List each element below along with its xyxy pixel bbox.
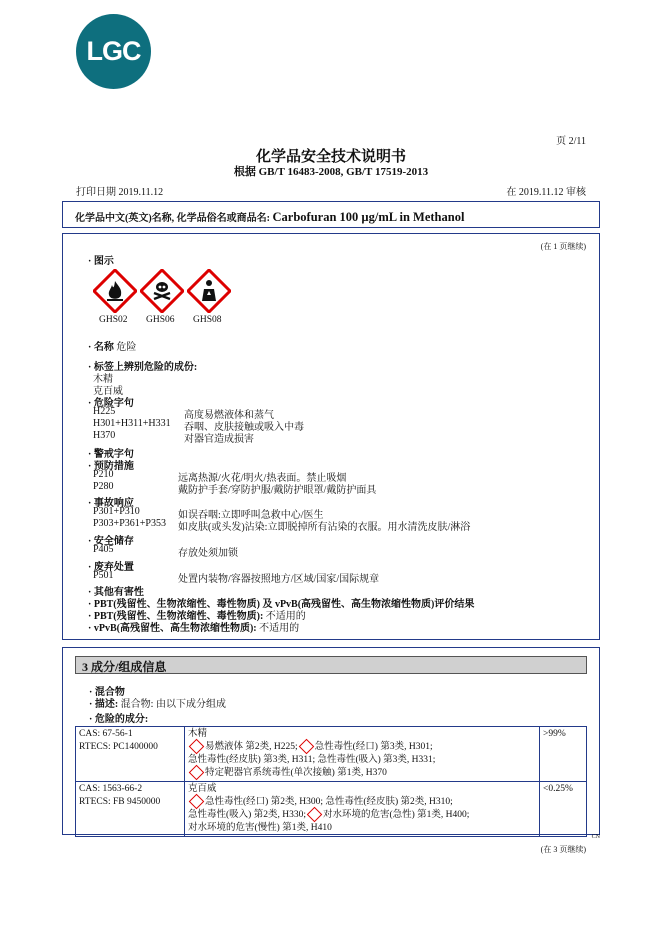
prevention-heading: · 预防措施 [88, 461, 134, 472]
hazard-text: 吞咽、皮肤接触或吸入中毒 [184, 422, 304, 433]
lgc-logo [76, 14, 151, 89]
classification-cell [185, 727, 540, 782]
mixture-heading: · 混合物 [89, 687, 125, 698]
product-label-text: 化学品中文(英文)名称, 化学品俗名或商品名: [75, 213, 270, 224]
components-table [75, 726, 587, 837]
component-name: 木精 [188, 729, 208, 739]
response-heading: · 事故响应 [88, 498, 134, 509]
signal-word-label: · 名称 [88, 342, 114, 353]
hazard-code: H225 [93, 406, 116, 417]
cas-number: CAS: 1563-66-2 [79, 784, 143, 794]
table-row [76, 727, 587, 782]
language-code: CN [591, 834, 600, 840]
precaution-code: P405 [93, 544, 114, 555]
other-hazards-heading: · 其他有害性 [88, 587, 144, 598]
precaution-code: P280 [93, 481, 114, 492]
disposal-heading: · 废弃处置 [88, 562, 134, 573]
hazard-diamond-icon [189, 739, 205, 755]
composition-section [62, 647, 600, 835]
classification-text: 急性毒性(吸入) 第2类, H330; [188, 810, 306, 820]
document-title: 化学品安全技术说明书 [255, 149, 406, 165]
pictograms-heading: · 图示 [88, 256, 114, 267]
hazard-diamond-icon [298, 739, 314, 755]
product-name: Carbofuran 100 µg/mL in Methanol [272, 210, 465, 224]
precaution-code: P210 [93, 469, 114, 480]
dangerous-components-heading: · 危险的成分: [89, 714, 149, 725]
classification-text: 急性毒性(经皮肤) 第3类, H311; 急性毒性(吸入) 第3类, H331; [188, 755, 436, 765]
signal-word: 危险 [116, 342, 137, 353]
precaution-code: P303+P361+P353 [93, 518, 166, 529]
precaution-code: P501 [93, 570, 114, 581]
vpvb-value: 不适用的 [259, 623, 300, 634]
classification-text: 易燃液体 第2类, H225; [205, 742, 298, 752]
logo-text: LGC [86, 36, 141, 66]
rtecs-number: RTECS: FB 9450000 [79, 797, 161, 807]
pictogram-label: GHS06 [146, 315, 175, 325]
component-name: 克百威 [188, 784, 217, 794]
pbt-value: 不适用的 [265, 611, 306, 622]
precaution-text: 如误吞咽:立即呼叫急救中心/医生 [178, 510, 324, 521]
description-row [89, 695, 226, 710]
table-row [76, 782, 587, 837]
hazard-code: H301+H311+H331 [93, 418, 171, 429]
hazard-text: 高度易燃液体和蒸气 [184, 410, 274, 421]
continued-note: (在 1 页继续) [540, 242, 586, 251]
classification-line [188, 796, 536, 809]
precaution-text: 戴防护手套/穿防护服/戴防护眼罩/戴防护面具 [178, 485, 377, 496]
classification-text: 对水环境的危害(慢性) 第1类, H410 [188, 823, 332, 833]
product-identifier-box [62, 201, 600, 228]
hazard-code: H370 [93, 430, 116, 441]
continued-footer: (在 3 页继续) [540, 845, 586, 854]
vpvb-row [88, 619, 299, 634]
hazard-diamond-icon [189, 794, 205, 810]
description-label: · 描述: [89, 699, 119, 710]
classification-text: 对水环境的危害(急性) 第1类, H400; [322, 810, 470, 820]
document-subtitle: 根据 GB/T 16483-2008, GB/T 17519-2013 [233, 166, 429, 178]
precautionary-heading: · 警戒字句 [88, 449, 134, 460]
classification-text: 急性毒性(经口) 第3类, H301; [314, 742, 433, 752]
classification-line [188, 767, 536, 780]
hazard-statements-heading: · 危险字句 [88, 398, 134, 409]
hazard-diamond-icon [307, 807, 323, 823]
identifier-cell [76, 727, 185, 782]
pictogram-label: GHS08 [193, 315, 222, 325]
pictogram-label: GHS02 [99, 315, 128, 325]
identifier-cell [76, 782, 185, 837]
flame-pictogram-icon [93, 269, 137, 313]
print-date: 打印日期 2019.11.12 [76, 187, 164, 198]
skull-crossbones-pictogram-icon [140, 269, 184, 313]
precaution-text: 如皮肤(或头发)沾染:立即脱掉所有沾染的衣服。用水清洗皮肤/淋浴 [178, 522, 471, 533]
rtecs-number: RTECS: PC1400000 [79, 742, 158, 752]
pbt-vpvb-heading: · PBT(残留性、生物浓缩性、毒性物质) 及 vPvB(高残留性、高生物浓缩性物质)评价结果 [88, 599, 475, 610]
precaution-code: P301+P310 [93, 506, 140, 517]
hazard-components-heading: · 标签上辨别危险的成份: [88, 362, 198, 373]
signal-word-row [88, 338, 136, 353]
concentration-cell: >99% [540, 727, 587, 782]
hazard-component: 克百威 [93, 386, 123, 397]
hazard-component: 木精 [93, 374, 113, 385]
hazard-text: 对器官造成损害 [184, 434, 254, 445]
precaution-text: 存放处须加锁 [178, 548, 238, 559]
revision-date: 在 2019.11.12 审核 [506, 187, 586, 198]
description-text: 混合物: 由以下成分组成 [120, 699, 226, 710]
pbt-label: · PBT(残留性、生物浓缩性、毒性物质): [88, 611, 264, 622]
precaution-text: 处置内装物/容器按照地方/区域/国家/国际规章 [178, 574, 380, 585]
classification-text: 急性毒性(经口) 第2类, H300; 急性毒性(经皮肤) 第2类, H310; [205, 797, 453, 807]
vpvb-label: · vPvB(高残留性、高生物浓缩性物质): [88, 623, 257, 634]
precaution-text: 远离热源/火花/明火/热表面。禁止吸烟 [178, 473, 347, 484]
storage-heading: · 安全储存 [88, 536, 134, 547]
concentration-cell: <0.25% [540, 782, 587, 837]
classification-text: 特定靶器官系统毒性(单次接触) 第1类, H370 [205, 768, 387, 778]
health-hazard-pictogram-icon [187, 269, 231, 313]
classification-line [188, 741, 536, 754]
page-number: 页 2/11 [556, 136, 586, 147]
classification-line [188, 809, 536, 822]
product-label [75, 209, 464, 225]
hazard-diamond-icon [189, 765, 205, 781]
section-3-title: 3 成分/组成信息 [75, 656, 587, 674]
cas-number: CAS: 67-56-1 [79, 729, 133, 739]
classification-cell [185, 782, 540, 837]
